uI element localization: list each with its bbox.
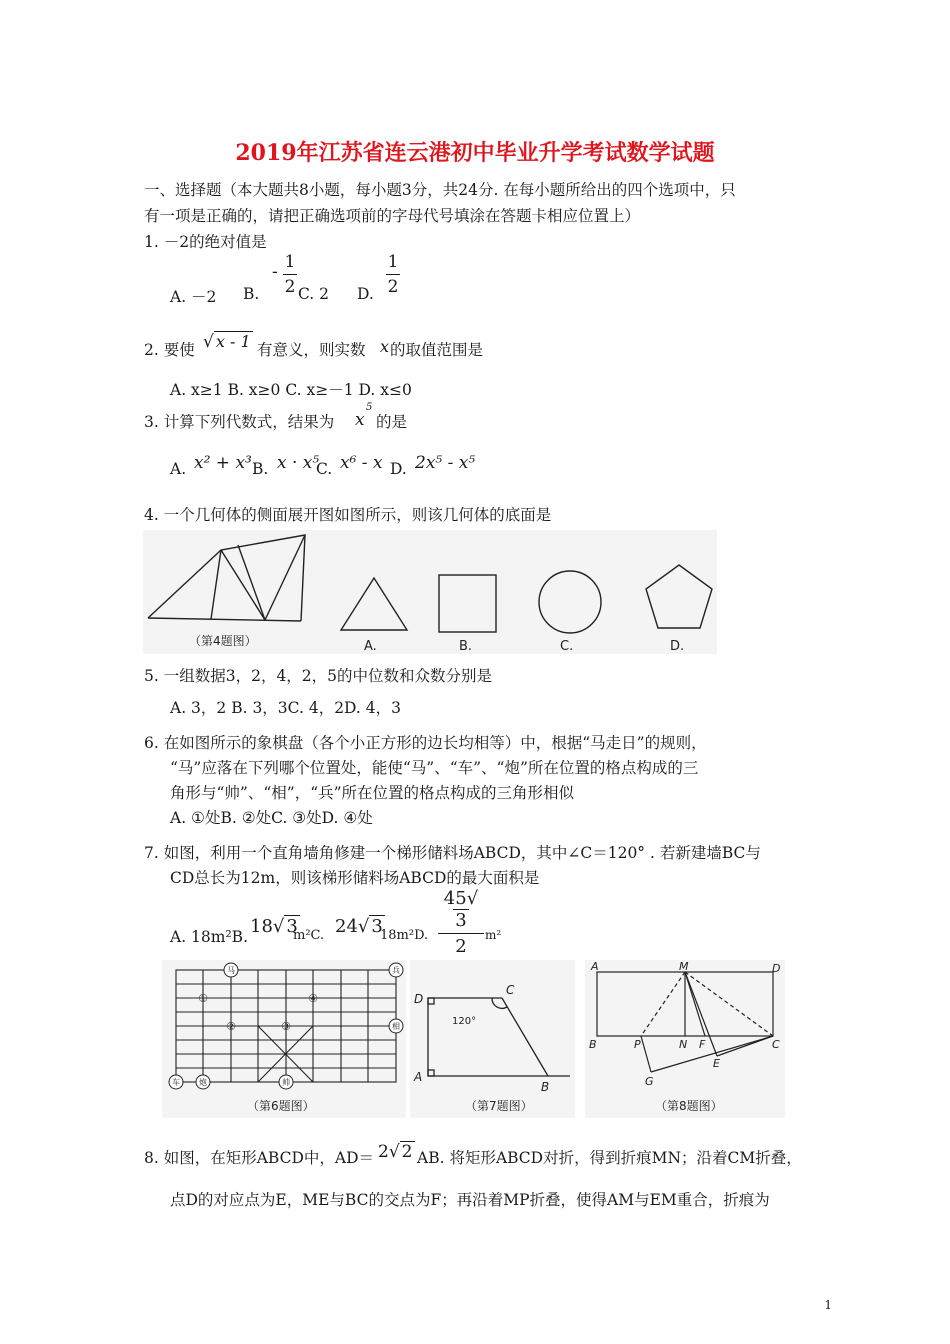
q7-option-c-expr: 24√ 3 (335, 916, 383, 937)
q2-suffix: 有意义，则实数 (257, 341, 366, 359)
q5-stem: 5. 一组数据3，2，4，2，5的中位数和众数分别是 (144, 667, 493, 685)
q8-line1-suffix: AB. 将矩形ABCD对折，得到折痕MN；沿着CM折叠， (417, 1149, 802, 1167)
section-instruction-line1: 一、选择题（本大题共8小题，每小题3分，共24分. 在每小题所给出的四个选项中，只 (144, 181, 736, 199)
q4-label-d: D. (670, 639, 685, 654)
q2-sqrt: √ x - 1 (203, 332, 251, 352)
fig8-point-n: N (679, 1038, 688, 1051)
q1-d-fraction (386, 252, 400, 297)
q1-stem: 1. －2的绝对值是 (144, 233, 267, 251)
q3-stem-prefix: 3. 计算下列代数式，结果为 (144, 413, 335, 431)
fig8-point-d: D (772, 962, 781, 975)
mark-3: ③ (281, 1020, 291, 1033)
q6-line1: 6. 在如图所示的象棋盘（各个小正方形的边长均相等）中，根据“马走日”的规则， (144, 734, 707, 752)
q3-option-a-label: A. (170, 460, 187, 478)
section-instruction-line2: 有一项是正确的，请把正确选项前的字母代号填涂在答题卡相应位置上） (144, 207, 641, 225)
fig8-point-b: B (589, 1038, 597, 1051)
q3-stem-suffix: 的是 (376, 413, 408, 431)
q7-option-b-expr: 18√ 3 (250, 916, 298, 937)
q8-ratio-expr: 2√ 2 (378, 1142, 413, 1162)
fig8-point-p: P (634, 1038, 641, 1051)
fig7-trapezoid (410, 960, 575, 1118)
fig6-caption: （第6题图） (247, 1099, 315, 1113)
q2-suffix2: 的取值范围是 (390, 341, 484, 359)
q7-option-d-fraction: 45√3 2 (438, 888, 484, 957)
piece-horse: 马 (227, 966, 235, 975)
fig8-caption: （第8题图） (655, 1099, 723, 1113)
fig7-point-b: B (541, 1080, 550, 1094)
q2-var: x (380, 337, 390, 356)
mark-4: ④ (308, 992, 318, 1005)
fig8-point-c: C (772, 1038, 780, 1051)
q7-option-c-unit: 18m²D. (380, 928, 429, 943)
page-number: 1 (824, 1298, 832, 1312)
fig7-angle: 120° (452, 1016, 477, 1027)
q7-option-a: A. 18m²B. (170, 928, 248, 946)
q6-line3: 角形与“帅”、“相”，“兵”所在位置的格点构成的三角形相似 (170, 784, 575, 802)
q6-options: A. ①处B. ②处C. ③处D. ④处 (170, 809, 373, 827)
mark-2: ② (226, 1020, 236, 1033)
q8-line1-prefix: 8. 如图，在矩形ABCD中，AD＝ (144, 1149, 374, 1167)
fig8-point-m: M (679, 960, 689, 973)
q2-prefix: 2. 要使 (144, 341, 195, 359)
piece-elephant: 相 (392, 1022, 400, 1031)
q3-stem-expr: x (355, 410, 365, 430)
q1-option-c: C. 2 (298, 285, 330, 303)
q7-line1: 7. 如图，利用一个直角墙角修建一个梯形储料场ABCD，其中∠C＝120° . 若新建墙BC与 (144, 844, 761, 862)
q1-option-b-label: B. (243, 285, 260, 303)
q3-option-b: x · x⁵ (277, 453, 320, 473)
q1-b-fraction (283, 252, 297, 297)
q3-option-c: x⁶ - x (340, 453, 383, 473)
q3-stem-exp: 5 (366, 402, 373, 413)
q4-label-b: B. (459, 639, 473, 654)
q3-option-d: 2x⁵ - x⁵ (415, 453, 476, 473)
q1-d-den: 2 (387, 277, 399, 297)
q1-b-den: 2 (284, 277, 296, 297)
fig8-point-g: G (645, 1075, 654, 1088)
q7-option-d-unit: m² (485, 928, 502, 942)
q7-option-b-unit: m²C. (293, 928, 325, 943)
q3-option-b-label: B. (252, 460, 269, 478)
q4-label-a: A. (364, 639, 377, 654)
q8-line2: 点D的对应点为E，ME与BC的交点为F；再沿着MP折叠，使得AM与EM重合，折痕为 (170, 1191, 770, 1209)
piece-general: 帅 (282, 1078, 290, 1087)
fig7-point-c: C (506, 983, 515, 997)
piece-cannon: 炮 (199, 1078, 207, 1087)
fig8-point-a: A (591, 960, 599, 973)
q1-option-d-label: D. (357, 285, 374, 303)
q3-option-d-label: D. (390, 460, 407, 478)
q4-figure (143, 530, 723, 656)
q1-d-num: 1 (387, 252, 399, 272)
q1-option-a: A. －2 (170, 288, 217, 306)
fig7-caption: （第7题图） (465, 1099, 533, 1113)
q1-b-num: 1 (284, 252, 296, 272)
piece-soldier: 兵 (392, 966, 400, 975)
fig7-point-d: D (414, 992, 424, 1006)
fig8-rectangle-fold (585, 960, 785, 1118)
fig8-point-f: F (699, 1038, 706, 1051)
q2-radicand: x - 1 (215, 332, 251, 351)
q5-options: A. 3，2 B. 3，3C. 4，2D. 4，3 (170, 699, 402, 717)
q4-caption: （第4题图） (189, 634, 257, 648)
q6-line2: “马”应落在下列哪个位置处，能使“马”、“车”、“炮”所在位置的格点构成的三 (170, 759, 699, 777)
piece-chariot: 车 (172, 1078, 180, 1087)
q1-b-neg: - (272, 262, 278, 282)
fig8-point-e: E (713, 1057, 720, 1070)
q4-stem: 4. 一个几何体的侧面展开图如图所示，则该几何体的底面是 (144, 506, 552, 524)
q3-option-c-label: C. (316, 460, 333, 478)
fig7-point-a: A (414, 1070, 423, 1084)
q3-option-a: x² + x³ (194, 453, 252, 473)
q2-options: A. x≥1 B. x≥0 C. x≥－1 D. x≤0 (170, 381, 412, 399)
page-title: 2019年江苏省连云港初中毕业升学考试数学试题 (235, 140, 715, 166)
q4-label-c: C. (560, 639, 574, 654)
q7-line2: CD总长为12m，则该梯形储料场ABCD的最大面积是 (170, 869, 540, 887)
fig6-chessboard (162, 960, 406, 1118)
mark-1: ① (198, 992, 208, 1005)
